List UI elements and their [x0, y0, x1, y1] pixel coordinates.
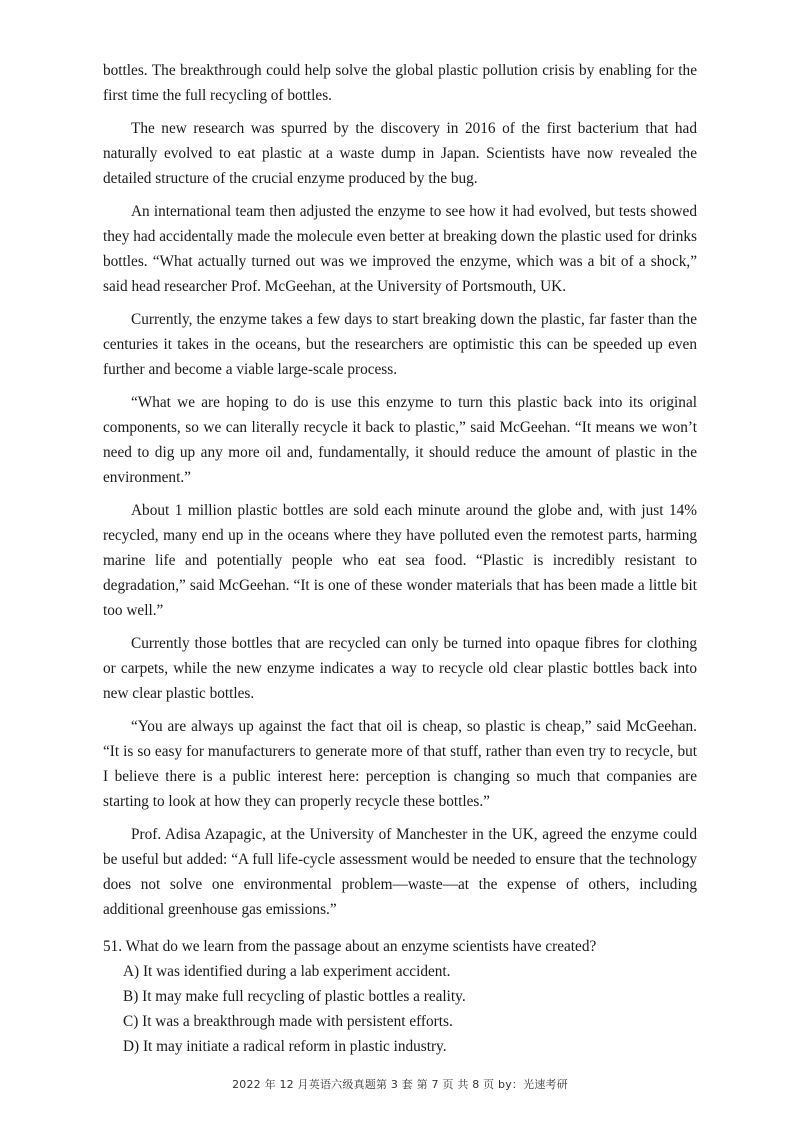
question-51	[103, 934, 697, 1059]
passage-paragraph-5: “What we are hoping to do is use this enzyme to turn this plastic back into its original components, so we can literally recycle it back to plastic,” said McGeehan. “It means we won’t need to dig up any more oil and, fundamentally, it should reduce the amount of plastic in the environment.”	[103, 394, 697, 486]
page-footer: 2022 年 12 月英语六级真题第 3 套 第 7 页 共 8 页 by：光速考研	[232, 1078, 568, 1091]
passage-paragraph-6: About 1 million plastic bottles are sold each minute around the globe and, with just 14% recycled, many end up in the oceans where they have polluted even the remotest parts, harming marine life and potentially people who eat sea food. “Plastic is incredibly resistant to degradation,” said McGeehan. “It is one of these wonder materials that has been made a little bit too well.”	[103, 502, 697, 619]
passage-paragraph-4: Currently, the enzyme takes a few days to start breaking down the plastic, far faster than the centuries it takes in the oceans, but the researchers are optimistic this can be speeded up even further and become a viable large-scale process.	[103, 311, 697, 378]
question-stem: 51. What do we learn from the passage about an enzyme scientists have created?	[103, 938, 597, 955]
option-d: D) It may initiate a radical reform in plastic industry.	[123, 1038, 447, 1055]
option-a: A) It was identified during a lab experiment accident.	[123, 963, 451, 980]
passage-paragraph-3: An international team then adjusted the enzyme to see how it had evolved, but tests showed they had accidentally made the molecule even better at breaking down the plastic used for drinks bottles. “What actually turned out was we improved the enzyme, which was a bit of a shock,” said head researcher Prof. McGeehan, at the University of Portsmouth, UK.	[103, 203, 697, 295]
passage-paragraph-2: The new research was spurred by the discovery in 2016 of the first bacterium that had naturally evolved to eat plastic at a waste dump in Japan. Scientists have now revealed the detailed structure of the crucial enzyme produced by the bug.	[103, 120, 697, 187]
passage-paragraph-8: “You are always up against the fact that oil is cheap, so plastic is cheap,” said McGeehan. “It is so easy for manufacturers to generate more of that stuff, rather than even try to recycle, but I believe there is a public interest here: perception is changing so much that companies are starting to look at how they can properly recycle these bottles.”	[103, 718, 697, 810]
passage-paragraph-7: Currently those bottles that are recycled can only be turned into opaque fibres for clothing or carpets, while the new enzyme indicates a way to recycle old clear plastic bottles back into new clear plastic bottles.	[103, 635, 697, 702]
passage-paragraph-9: Prof. Adisa Azapagic, at the University of Manchester in the UK, agreed the enzyme could be useful but added: “A full life-cycle assessment would be needed to ensure that the technology does not solve one environmental problem—waste—at the expense of others, including additional greenhouse gas emissions.”	[103, 826, 697, 918]
passage	[103, 58, 697, 922]
passage-paragraph-1: bottles. The breakthrough could help solve the global plastic pollution crisis by enabling for the first time the full recycling of bottles.	[103, 62, 697, 104]
answer-options	[103, 959, 697, 1059]
document-page	[103, 58, 697, 1059]
option-b: B) It may make full recycling of plastic bottles a reality.	[123, 988, 466, 1005]
option-c: C) It was a breakthrough made with persistent efforts.	[123, 1013, 453, 1030]
